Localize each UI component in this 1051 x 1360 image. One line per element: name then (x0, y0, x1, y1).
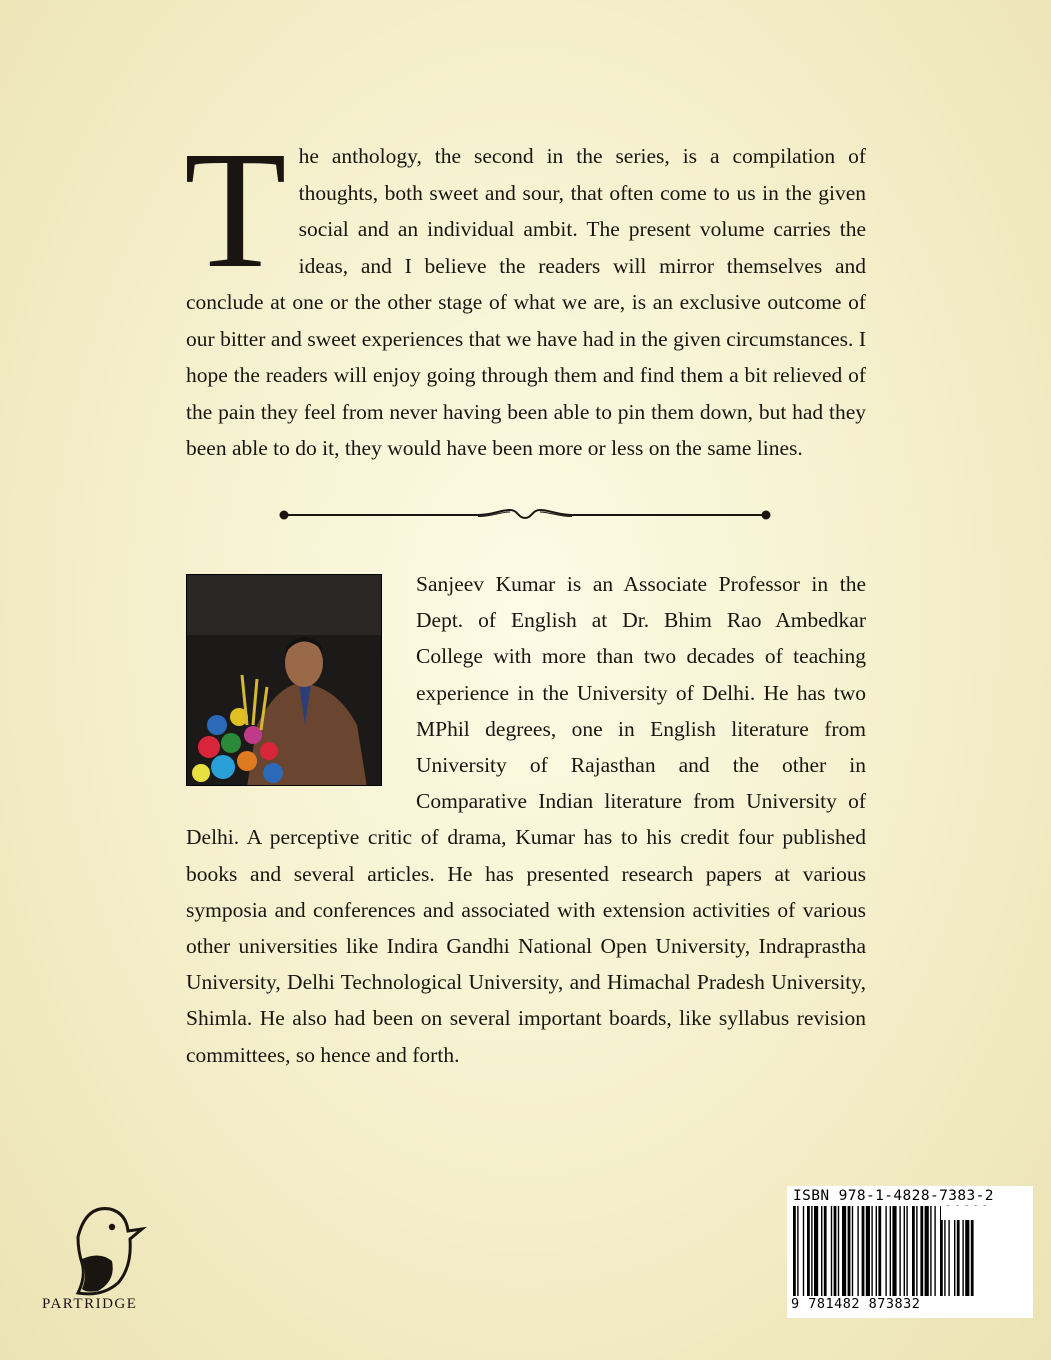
isbn-text: ISBN 978-1-4828-7383-2 (793, 1188, 994, 1204)
drop-cap: T (184, 117, 287, 303)
author-photo (186, 574, 382, 786)
ean-number: 9 781482 873832 (791, 1296, 921, 1312)
blurb-text: he anthology, the second in the series, is a compilation of thoughts, both sweet and sour, that often come to us in the given social and an individual ambit. The present volume carries the ideas, and I believe the readers will mirror themselves and conclude at one or the other stage of what we are, is an exclusive outcome of our bitter and sweet experiences that we have had in the given circumstances. I hope the readers will enjoy going through them and find them a bit relieved of the pain they feel from never having been able to pin them down, but had they been able to do it, they would have been more or less on the same lines. (186, 144, 866, 460)
publisher-name: PARTRIDGE (42, 1296, 138, 1312)
blurb-paragraph (184, 117, 866, 467)
author-bio (186, 566, 866, 1073)
isbn-barcode (787, 1186, 1033, 1318)
ornamental-divider (278, 500, 772, 530)
author-bio-text: Sanjeev Kumar is an Associate Professor in the Dept. of English at Dr. Bhim Rao Ambedkar College with more than two decades of teaching experience in the University of Delhi. He has two MPhil degrees, one in English literature from University of Rajasthan and the other in Comparative Indian literature from University of Delhi. A perceptive critic of drama, Kumar has to his credit four published books and several articles. He has presented research papers at various symposia and conferences and associated with extension activities of various other universities like Indira Gandhi National Open University, Indraprastha University, Delhi Technological University, and Himachal Pradesh University, Shimla. He also had been on several important boards, like syllabus revision committees, so hence and forth. (186, 572, 866, 1067)
barcode-bars (791, 1206, 1029, 1298)
